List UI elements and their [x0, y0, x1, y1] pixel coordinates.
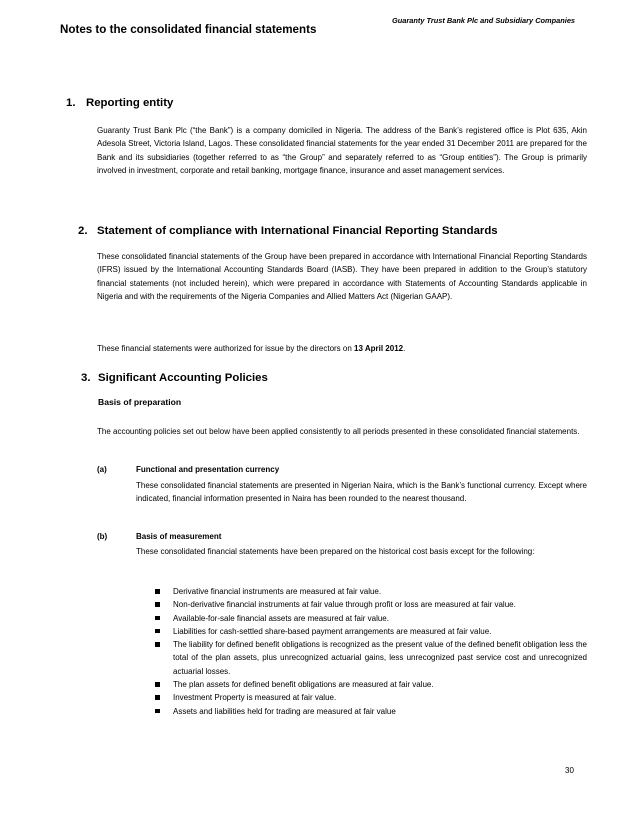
section-3-heading: [81, 372, 268, 384]
list-item-text: Investment Property is measured at fair value.: [173, 693, 337, 703]
basis-of-measurement-heading: Basis of measurement: [136, 532, 222, 541]
measurement-bullet-list: [153, 585, 587, 718]
square-bullet-icon: [155, 589, 160, 594]
square-bullet-icon: [155, 629, 160, 634]
section-number: 1.: [66, 97, 76, 109]
page-number: 30: [565, 766, 574, 775]
list-item: [153, 691, 587, 704]
square-bullet-icon: [155, 682, 160, 687]
functional-currency-heading: Functional and presentation currency: [136, 465, 280, 474]
list-item: [153, 612, 587, 625]
section-number: 2.: [78, 225, 88, 237]
reporting-entity-paragraph: Guaranty Trust Bank Plc (“the Bank”) is a company domiciled in Nigeria. The address of the Bank’s registered office is Plot 635, Akin Adesola Street, Victoria Island, Lagos. These consolidated financial statements for the year ended 31 December 2011 are prepared for the Bank and its subsidiaries (together referred to as “the Group” and separately referred to as “Group entities”). The Group is primarily involved in investment, corporate and retail banking, mortgage finance, insurance and asset management services.: [97, 126, 587, 176]
page-title: Notes to the consolidated financial statements: [60, 23, 317, 36]
basis-of-preparation-heading: Basis of preparation: [98, 397, 182, 407]
section-title: Reporting entity: [86, 97, 174, 109]
square-bullet-icon: [155, 709, 160, 714]
authorization-end: .: [403, 344, 406, 353]
square-bullet-icon: [155, 642, 160, 647]
basis-paragraph: The accounting policies set out below have been applied consistently to all periods presented in these consolidated financial statements.: [97, 427, 580, 436]
section-1-heading: [66, 97, 173, 109]
list-item-text: Derivative financial instruments are measured at fair value.: [173, 587, 382, 596]
list-item-text: Available-for-sale financial assets are measured at fair value.: [173, 613, 389, 623]
list-item: [153, 638, 587, 678]
basis-of-measurement-paragraph: These consolidated financial statements have been prepared on the historical cost basis except for the following:: [136, 547, 535, 556]
square-bullet-icon: [155, 695, 160, 700]
list-item-text: Liabilities for cash-settled share-based payment arrangements are measured at fair value.: [173, 626, 492, 636]
list-item: [153, 678, 587, 691]
square-bullet-icon: [155, 602, 160, 607]
compliance-paragraph: These consolidated financial statements of the Group have been prepared in accordance with International Financial Reporting Standards (IFRS) issued by the International Accounting Standards Board (IASB). They have been prepared in addition to the Group’s statutory financial statements (not included herein), which were prepared in accordance with Statements of Accounting Standards applicable in Nigeria and with the requirements of the Nigeria Companies and Allied Matters Act (Nigerian GAAP).: [97, 252, 587, 302]
item-b-label: (b): [97, 532, 108, 541]
list-item-text: The liability for defined benefit obligations is recognized as the present value of the defined benefit obligation less the total of the plan assets, plus unrecognized actuarial gains, less unrecognized past service cost and unrecognized actuarial losses.: [173, 640, 587, 676]
authorization-paragraph: [97, 342, 587, 355]
square-bullet-icon: [155, 616, 160, 621]
list-item-text: Assets and liabilities held for trading are measured at fair value: [173, 706, 396, 716]
authorization-date: 13 April 2012: [354, 344, 404, 353]
list-item-text: The plan assets for defined benefit obligations are measured at fair value.: [173, 680, 434, 690]
functional-currency-paragraph: These consolidated financial statements are presented in Nigerian Naira, which is the Bank’s functional currency. Except where indicated, financial information presented in Naira has been rounded to the nearest thousand.: [136, 481, 587, 504]
list-item: [153, 585, 587, 598]
section-title: Significant Accounting Policies: [98, 372, 268, 384]
list-item: [153, 598, 587, 611]
company-name: Guaranty Trust Bank Plc and Subsidiary Companies: [392, 16, 576, 25]
item-a-label: (a): [97, 465, 107, 474]
list-item: [153, 625, 587, 638]
section-number: 3.: [81, 372, 91, 384]
list-item: [153, 705, 587, 718]
authorization-text: These financial statements were authorized for issue by the directors on: [97, 344, 355, 353]
section-2-heading: [78, 225, 498, 237]
list-item-text: Non-derivative financial instruments at fair value through profit or loss are measured at fair value.: [173, 600, 516, 610]
section-title: Statement of compliance with International Financial Reporting Standards: [97, 225, 498, 237]
